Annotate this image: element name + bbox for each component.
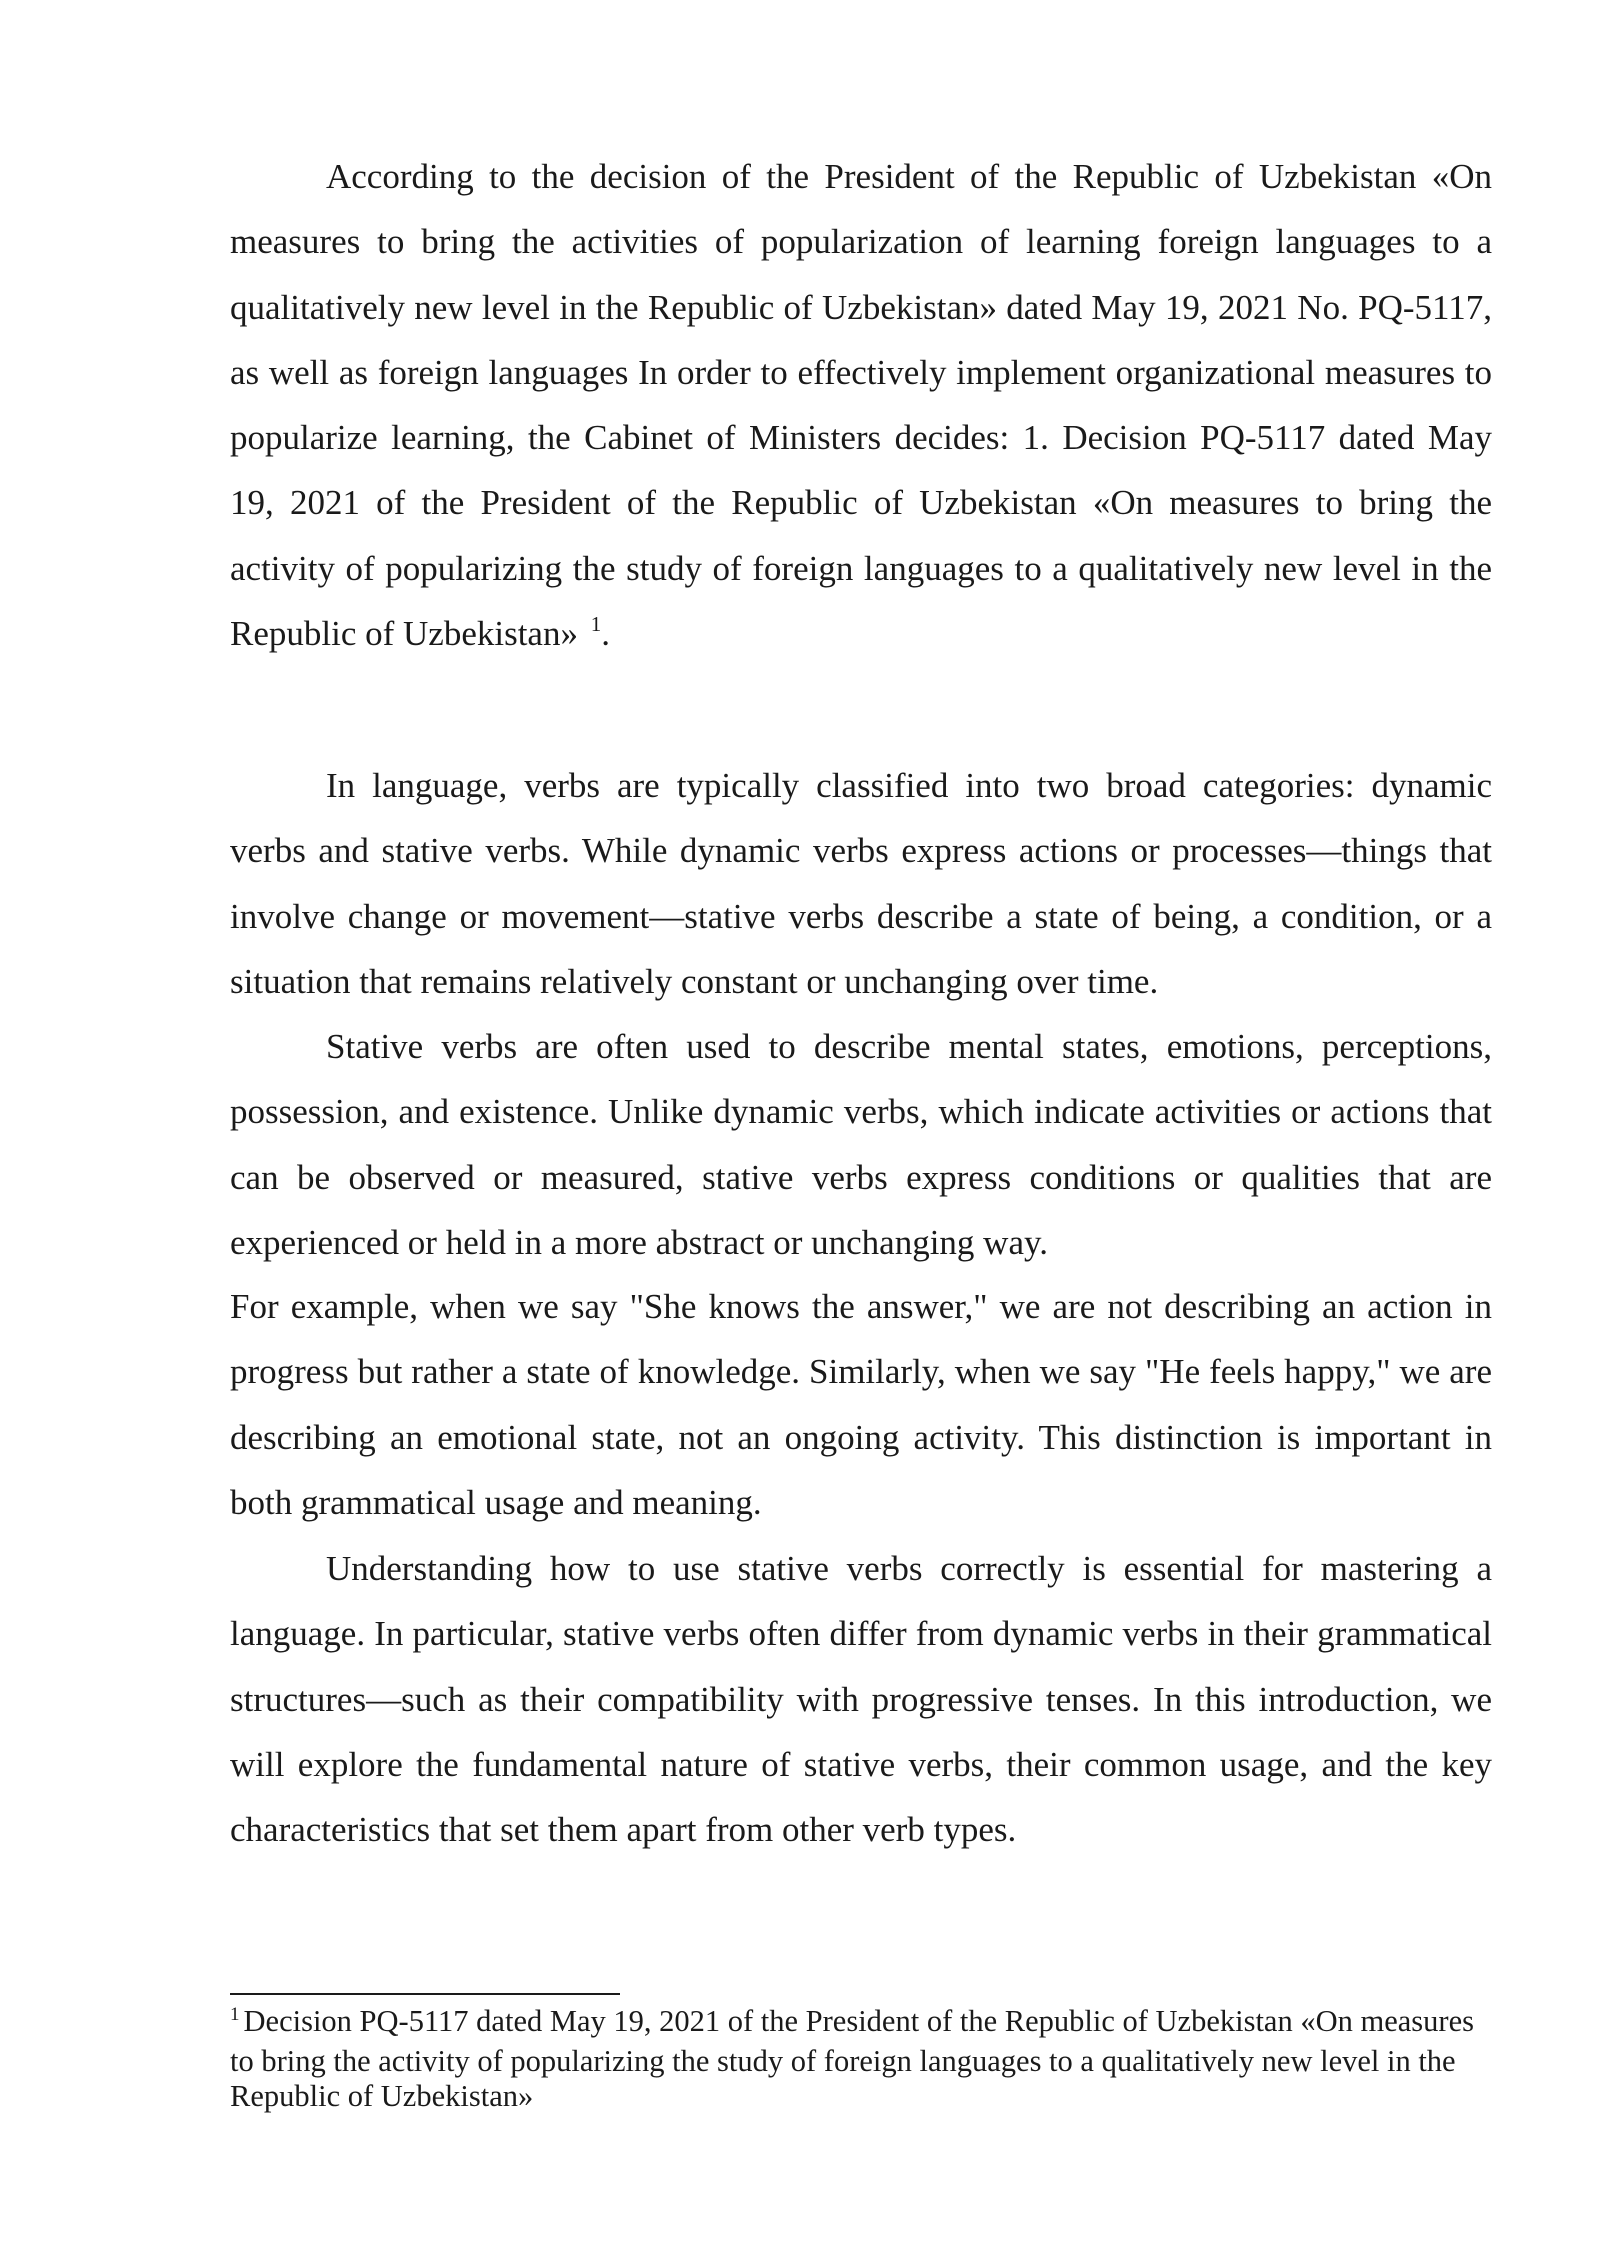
- footnote-mark: 1: [230, 2004, 240, 2025]
- paragraph-decision: [230, 144, 1492, 671]
- footnote-text: Decision PQ-5117 dated May 19, 2021 of the President of the Republic of Uzbekistan «On measures to bring the activity of popularizing the study of foreign languages to a qualitatively new level in the Republic of Uzbekistan»: [230, 2004, 1474, 2113]
- footnote-reference[interactable]: 1: [590, 612, 602, 637]
- paragraph-examples: For example, when we say "She knows the answer," we are not describing an action in progress but rather a state of knowledge. Similarly, when we say "He feels happy," we are describing an emotional state, not an ongoing activity. This distinction is important in both grammatical usage and meaning.: [230, 1287, 1492, 1522]
- paragraph-verb-categories: In language, verbs are typically classified into two broad categories: dynamic verbs and stative verbs. While dynamic verbs express actions or processes—things that involve change or movement—stative verbs describe a state of being, a condition, or a situation that remains relatively constant or unchanging over time.: [230, 766, 1492, 1001]
- footnote: [230, 2004, 1492, 2115]
- paragraph-trailing: .: [601, 614, 610, 654]
- footnote-separator: [230, 1993, 620, 1995]
- paragraph-text: According to the decision of the President of the Republic of Uzbekistan «On measures to bring the activities of popularization of learning foreign languages to a qualitatively new level in the Republic of Uzbekistan» dated May 19, 2021 No. PQ-5117, as well as foreign languages In order to effectively implement organizational measures to popularize learning, the Cabinet of Ministers decides: 1. Decision PQ-5117 dated May 19, 2021 of the President of the Republic of Uzbekistan «On measures to bring the activity of popularizing the study of foreign languages to a qualitatively new level in the Republic of Uzbekistan»: [230, 157, 1492, 654]
- paragraph-stative-usage: Stative verbs are often used to describe mental states, emotions, perceptions, possession, and existence. Unlike dynamic verbs, which indicate activities or actions that can be observed or measured, stative verbs express conditions or qualities that are experienced or held in a more abstract or unchanging way.: [230, 1027, 1492, 1262]
- paragraph-understanding: Understanding how to use stative verbs correctly is essential for mastering a language. In particular, stative verbs often differ from dynamic verbs in their grammatical structures—such as their compatibility with progressive tenses. In this introduction, we will explore the fundamental nature of stative verbs, their common usage, and the key characteristics that set them apart from other verb types.: [230, 1549, 1492, 1850]
